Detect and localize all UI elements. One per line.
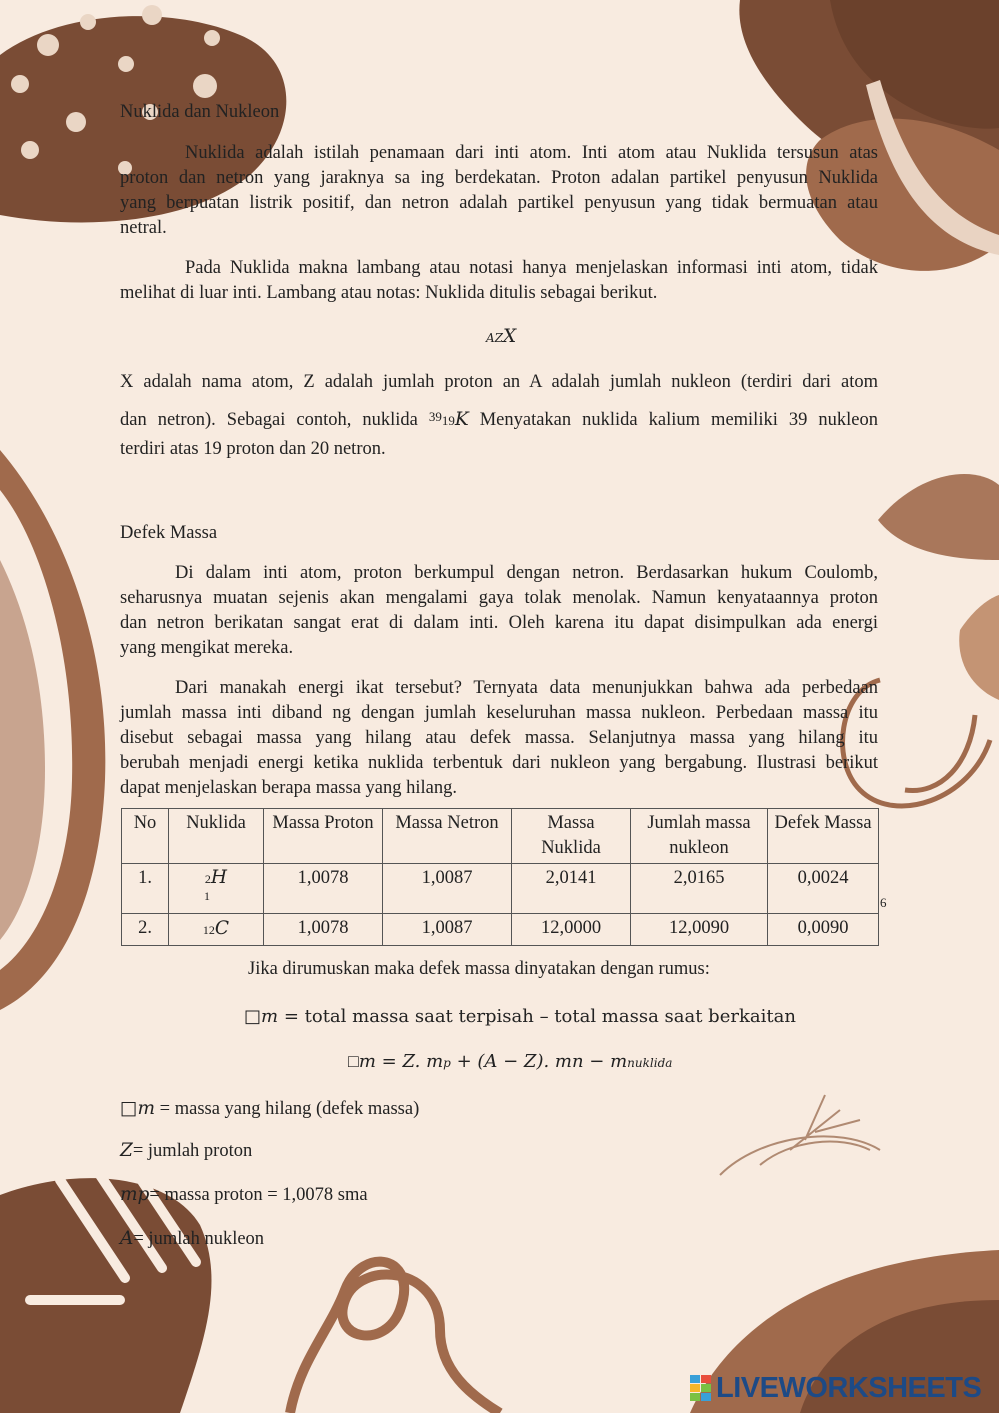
table-header-row <box>122 809 879 864</box>
cell-jumlah-massa-nukleon: 12,0090 <box>631 914 768 946</box>
header-jumlah-massa-nukleon: Jumlah massa nukleon <box>631 809 768 864</box>
legend-delta-m: □m = massa yang hilang (defek massa) <box>120 1098 420 1119</box>
nuclide-notation: AZX <box>486 326 517 347</box>
defek-paragraph-2-line-1: Dari manakah energi ikat tersebut? Ternyata data menunjukkan bahwa ada perbedaan <box>175 678 878 698</box>
legend-mp: mp= massa proton = 1,0078 sma <box>120 1184 368 1205</box>
cell-no: 2. <box>122 914 169 946</box>
liveworksheets-logo-icon <box>690 1375 712 1401</box>
cell-massa-proton: 1,0078 <box>264 864 383 914</box>
formula-1: □m = total massa saat terpisah – total massa saat berkaitan <box>244 1006 796 1027</box>
nuklida-paragraph-3-line-2: dan netron). Sebagai contoh, nuklida $^{39}$19K Menyatakan nuklida kalium memiliki 39 nukleon <box>120 409 878 430</box>
heading-defek-massa: Defek Massa <box>120 523 218 543</box>
table-row <box>122 864 879 914</box>
header-massa-netron: Massa Netron <box>383 809 512 864</box>
header-defek-massa: Defek Massa <box>768 809 879 864</box>
page-number: 6 <box>880 895 887 910</box>
cell-defek-massa: 0,0090 <box>768 914 879 946</box>
legend-z: Z= jumlah proton <box>120 1140 253 1161</box>
table-row <box>122 914 879 946</box>
mass-defect-table <box>121 808 879 946</box>
legend-a: A= jumlah nukleon <box>120 1228 265 1249</box>
cell-massa-nuklida: 12,0000 <box>512 914 631 946</box>
formula-2: □m = Z. mp + (A − Z). mn − mnuklida <box>348 1051 673 1072</box>
defek-paragraph-2-line-3: disebut sebagai massa yang hilang atau defek massa. Selanjutnya massa yang hilang itu <box>120 728 878 748</box>
cell-massa-nuklida: 2,0141 <box>512 864 631 914</box>
cell-massa-netron: 1,0087 <box>383 914 512 946</box>
cell-massa-netron: 1,0087 <box>383 864 512 914</box>
cell-nuklida: 2H 1 <box>169 864 264 914</box>
nuklida-paragraph-1-line-4: netral. <box>120 218 167 238</box>
defek-paragraph-2-line-4: berubah menjadi energi ketika nuklida terbentuk dari nukleon yang bergabung. Ilustrasi berikut <box>120 753 878 773</box>
cell-nuklida: 12C <box>169 914 264 946</box>
defek-paragraph-2-line-5: dapat menjelaskan berapa massa yang hilang. <box>120 778 457 798</box>
nuklida-paragraph-1-line-2: proton dan netron yang jaraknya sa ing berdekatan. Proton adalan partikel penyusun Nuklida <box>120 168 878 188</box>
header-nuklida: Nuklida <box>169 809 264 864</box>
defek-paragraph-1-line-4: yang mengikat mereka. <box>120 638 294 658</box>
cell-no: 1. <box>122 864 169 914</box>
liveworksheets-watermark[interactable]: LIVEWORKSHEETS <box>716 1372 982 1404</box>
nuklida-paragraph-3-line-3: terdiri atas 19 proton dan 20 netron. <box>120 439 386 459</box>
nuklida-paragraph-1-line-3: yang berpuatan listrik positif, dan netron adalah partikel penyusun yang tidak bermuatan atau <box>120 193 878 213</box>
nuklida-paragraph-3-line-1: X adalah nama atom, Z adalah jumlah proton an A adalah jumlah nukleon (terdiri dari atom <box>120 372 878 392</box>
formula-intro: Jika dirumuskan maka defek massa dinyatakan dengan rumus: <box>248 959 710 979</box>
cell-massa-proton: 1,0078 <box>264 914 383 946</box>
header-massa-proton: Massa Proton <box>264 809 383 864</box>
nuklida-paragraph-2-line-1: Pada Nuklida makna lambang atau notasi hanya menjelaskan informasi inti atom, tidak <box>185 258 878 278</box>
cell-defek-massa: 0,0024 <box>768 864 879 914</box>
defek-paragraph-1-line-2: seharusnya muatan sejenis akan mengalami gaya tolak menolak. Namun kenyataannya proton <box>120 588 878 608</box>
nuklida-paragraph-2-line-2: melihat di luar inti. Lambang atau notas: Nuklida ditulis sebagai berikut. <box>120 283 658 303</box>
header-no: No <box>122 809 169 864</box>
nuklida-paragraph-1-line-1: Nuklida adalah istilah penamaan dari inti atom. Inti atom atau Nuklida tersusun atas <box>185 143 878 163</box>
heading-nuklida-nukleon: Nuklida dan Nukleon <box>120 102 280 122</box>
defek-paragraph-1-line-1: Di dalam inti atom, proton berkumpul dengan netron. Berdasarkan hukum Coulomb, <box>175 563 878 583</box>
defek-paragraph-2-line-2: jumlah massa inti diband ng dengan jumlah keseluruhan massa nukleon. Perbedaan massa itu <box>120 703 878 723</box>
cell-jumlah-massa-nukleon: 2,0165 <box>631 864 768 914</box>
defek-paragraph-1-line-3: dan netron berikatan sangat erat di dalam inti. Oleh karena itu dapat disimpulkan ada energi <box>120 613 878 633</box>
header-massa-nuklida: Massa Nuklida <box>512 809 631 864</box>
